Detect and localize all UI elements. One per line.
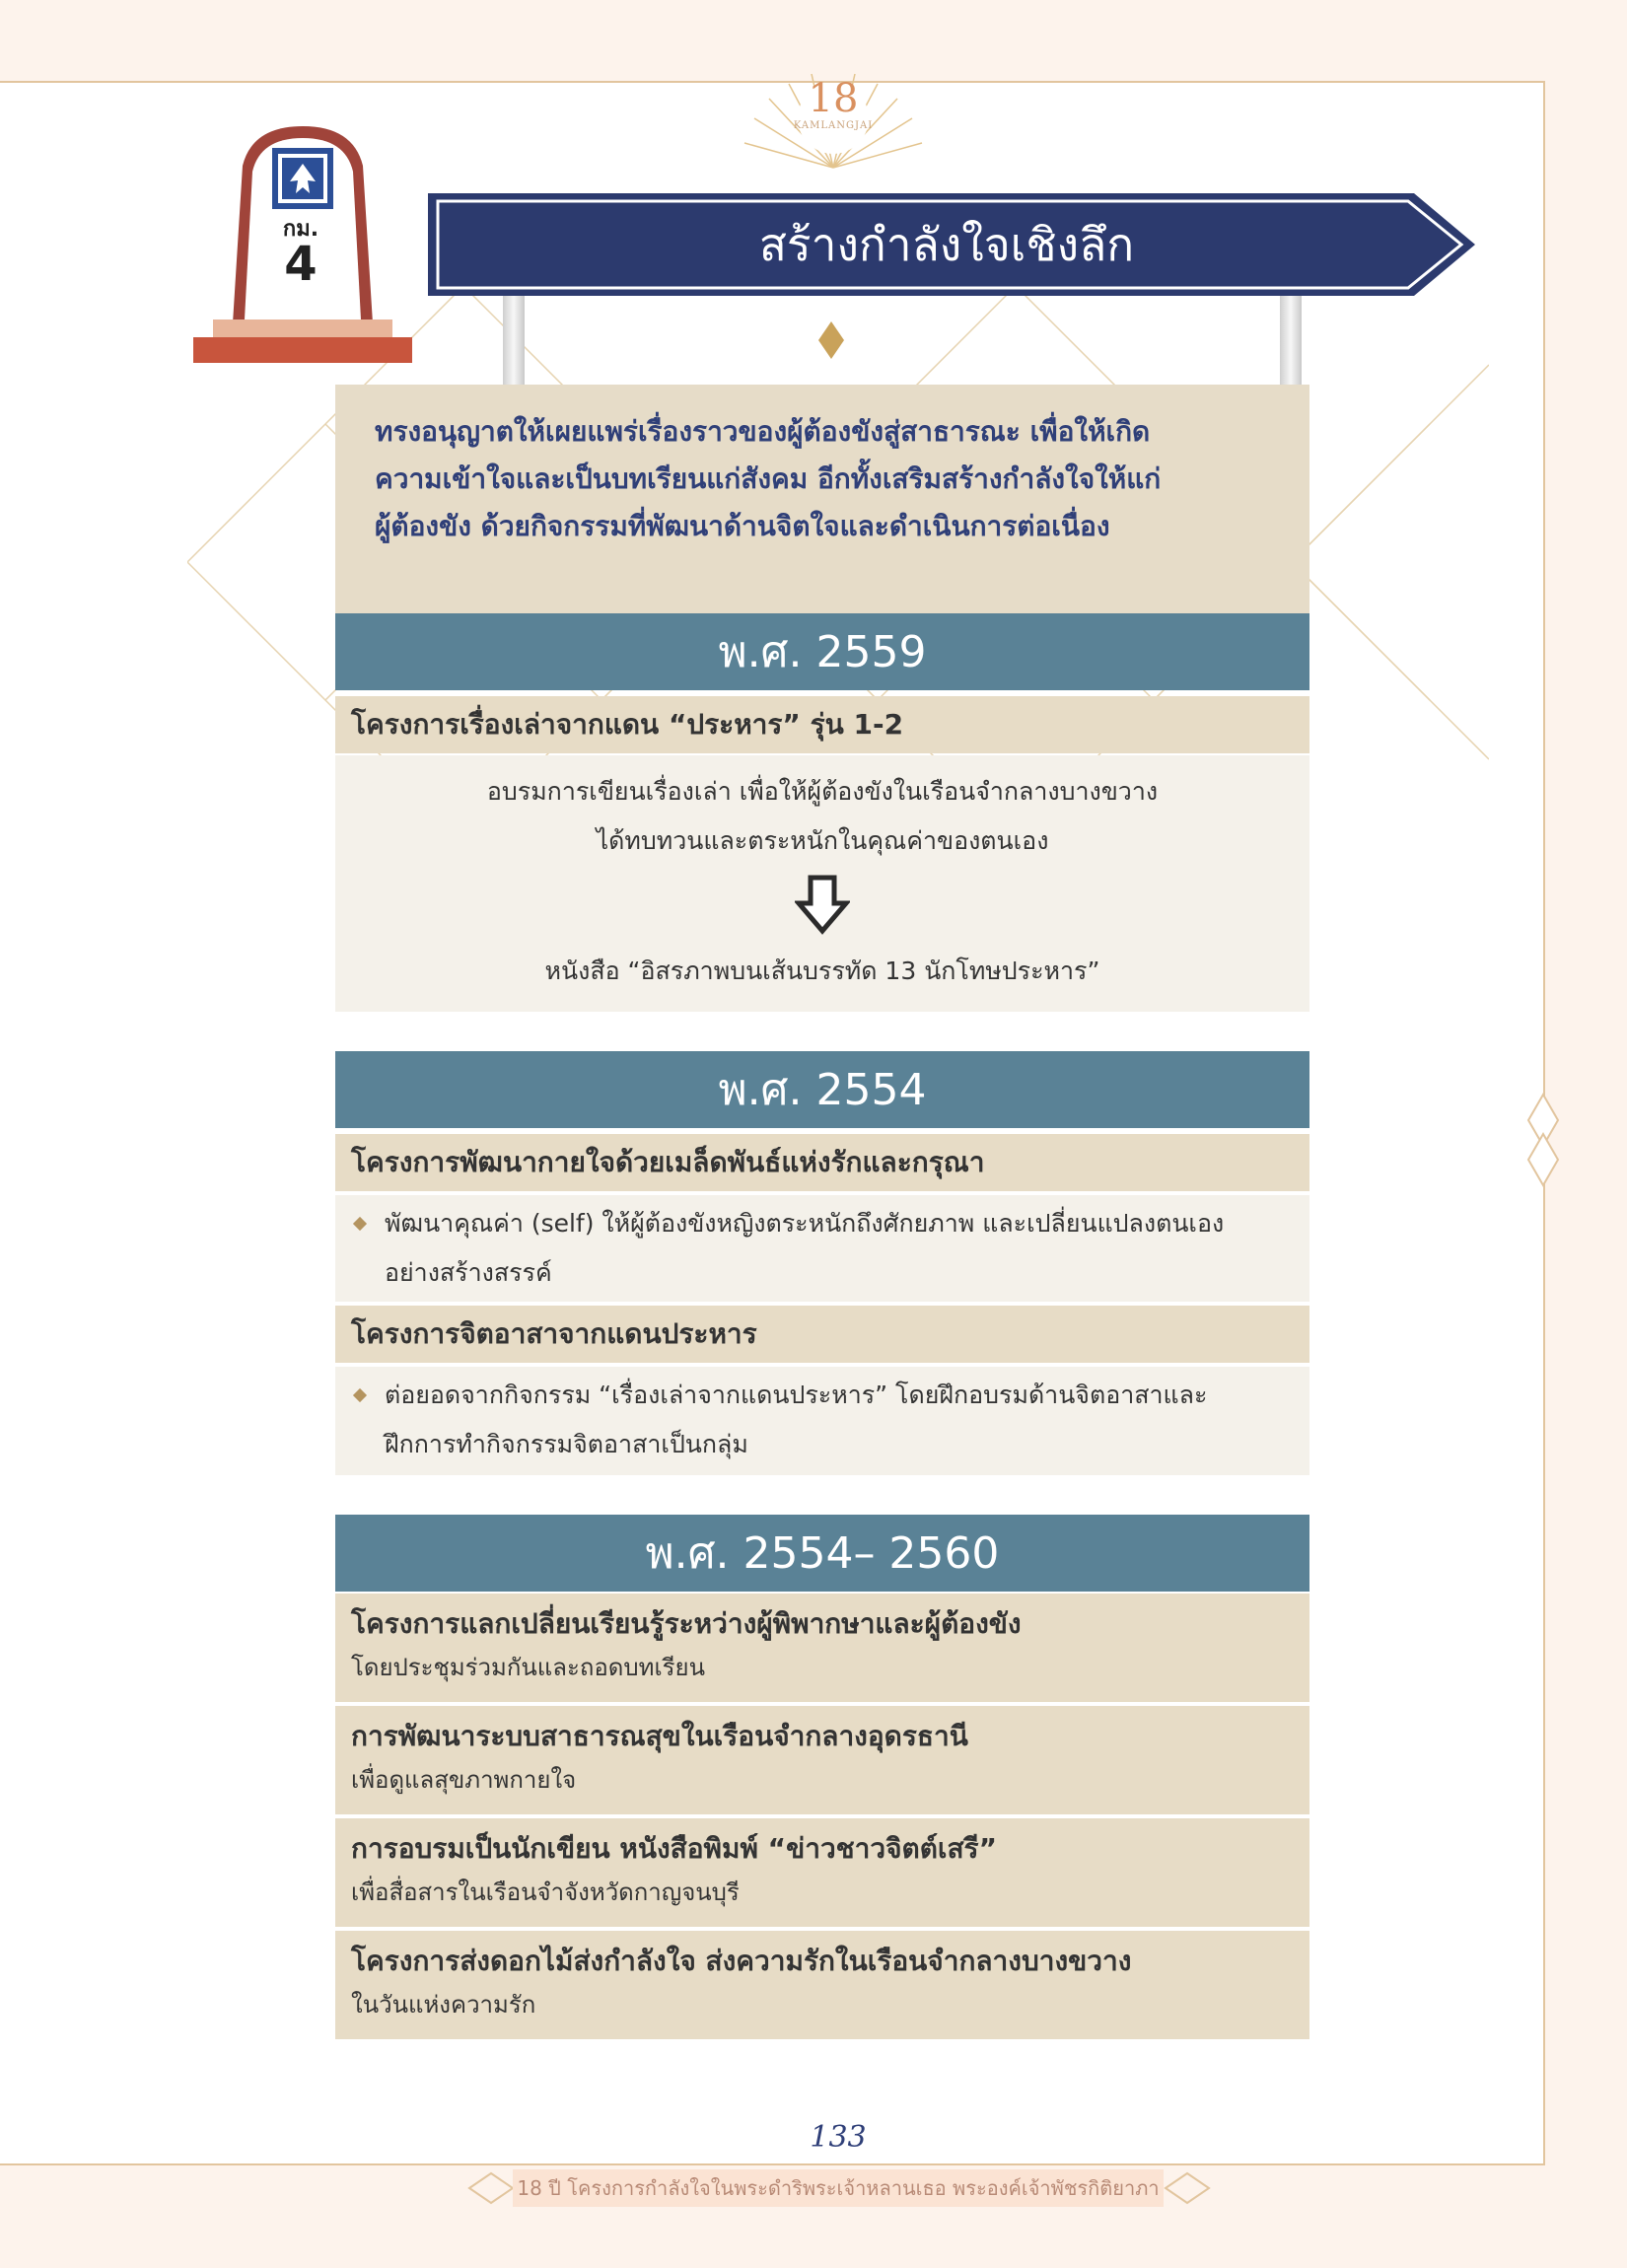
entry-subtitle: ในวันแห่งความรัก	[351, 1991, 536, 2019]
diamond-bullet-icon	[353, 1217, 367, 1231]
km-number: 4	[284, 237, 318, 292]
intro-line: ทรงอนุญาตให้เผยแพร่เรื่องราวของผู้ต้องขังสู่สาธารณะ เพื่อให้เกิด	[375, 415, 1151, 448]
year-heading-2559: พ.ศ. 2559	[335, 613, 1309, 690]
diamond-bullet-icon	[353, 1388, 367, 1402]
bullet-text: ต่อยอดจากกิจกรรม “เรื่องเล่าจากแดนประหาร” โดยฝึกอบรมด้านจิตอาสาและ	[385, 1381, 1208, 1409]
bullet-item	[335, 1371, 1309, 1469]
footer-ornament-right	[1164, 2169, 1211, 2207]
entry-title: การพัฒนาระบบสาธารณสุขในเรือนจำกลางอุดรธานี	[351, 1720, 968, 1752]
sign-pole-right	[1280, 296, 1302, 385]
badge-caption: KAMLANGJAI	[793, 120, 874, 131]
project-entry	[335, 1594, 1309, 1702]
badge-number: 18	[808, 76, 859, 121]
sign-pole-left	[503, 296, 525, 385]
project-body	[335, 1367, 1309, 1475]
project-description: ได้ทบทวนและตระหนักในคุณค่าของตนเอง	[596, 826, 1049, 855]
bullet-item	[335, 1199, 1309, 1298]
footer-caption: 18 ปี โครงการกำลังใจในพระดำริพระเจ้าหลานเธอ พระองค์เจ้าพัชรกิติยาภา	[513, 2169, 1164, 2207]
side-diamond-ornament	[1526, 1093, 1560, 1187]
anniversary-badge	[789, 77, 878, 131]
entry-title: การอบรมเป็นนักเขียน หนังสือพิมพ์ “ข่าวชาวจิตต์เสรี”	[351, 1832, 997, 1865]
intro-box	[335, 385, 1309, 615]
entry-subtitle: โดยประชุมร่วมกันและถอดบทเรียน	[351, 1654, 706, 1681]
intro-line: ผู้ต้องขัง ด้วยกิจกรรมที่พัฒนาด้านจิตใจและดำเนินการต่อเนื่อง	[375, 510, 1110, 542]
bullet-text: อย่างสร้างสรรค์	[385, 1258, 552, 1287]
entry-subtitle: เพื่อสื่อสารในเรือนจำจังหวัดกาญจนบุรี	[351, 1878, 740, 1906]
project-body	[335, 755, 1309, 1012]
entry-title: โครงการส่งดอกไม้ส่งกำลังใจ ส่งความรักในเรือนจำกลางบางขวาง	[351, 1945, 1132, 1977]
project-title: โครงการเรื่องเล่าจากแดน “ประหาร” รุ่น 1-2	[335, 696, 1309, 753]
bullet-text: พัฒนาคุณค่า (self) ให้ผู้ต้องขังหญิงตระหนักถึงศักยภาพ และเปลี่ยนแปลงตนเอง	[385, 1209, 1225, 1238]
gold-diamond-icon	[818, 321, 844, 359]
project-result: หนังสือ “อิสรภาพบนเส้นบรรทัด 13 นักโทษประหาร”	[544, 957, 1100, 985]
year-heading-2554: พ.ศ. 2554	[335, 1051, 1309, 1128]
arrow-down-icon	[795, 874, 850, 937]
entry-subtitle: เพื่อดูแลสุขภาพกายใจ	[351, 1766, 577, 1794]
project-description: อบรมการเขียนเรื่องเล่า เพื่อให้ผู้ต้องขังในเรือนจำกลางบางขวาง	[486, 777, 1159, 806]
entry-title: โครงการแลกเปลี่ยนเรียนรู้ระหว่างผู้พิพากษาและผู้ต้องขัง	[351, 1607, 1022, 1640]
page-number: 133	[810, 2120, 867, 2155]
project-body	[335, 1195, 1309, 1302]
project-entry	[335, 1706, 1309, 1814]
footer-ornament-left	[467, 2169, 515, 2207]
km-label: กม.	[282, 217, 319, 242]
project-entry	[335, 1818, 1309, 1927]
project-title: โครงการจิตอาสาจากแดนประหาร	[335, 1306, 1309, 1363]
project-entry	[335, 1931, 1309, 2039]
year-heading-2554-2560: พ.ศ. 2554– 2560	[335, 1515, 1309, 1592]
bullet-text: ฝึกการทำกิจกรรมจิตอาสาเป็นกลุ่ม	[385, 1430, 748, 1458]
intro-line: ความเข้าใจและเป็นบทเรียนแก่สังคม อีกทั้งเสริมสร้างกำลังใจให้แก่	[375, 462, 1162, 495]
project-title: โครงการพัฒนากายใจด้วยเมล็ดพันธ์แห่งรักและกรุณา	[335, 1134, 1309, 1191]
page-title: สร้างกำลังใจเชิงลึก	[758, 217, 1135, 271]
